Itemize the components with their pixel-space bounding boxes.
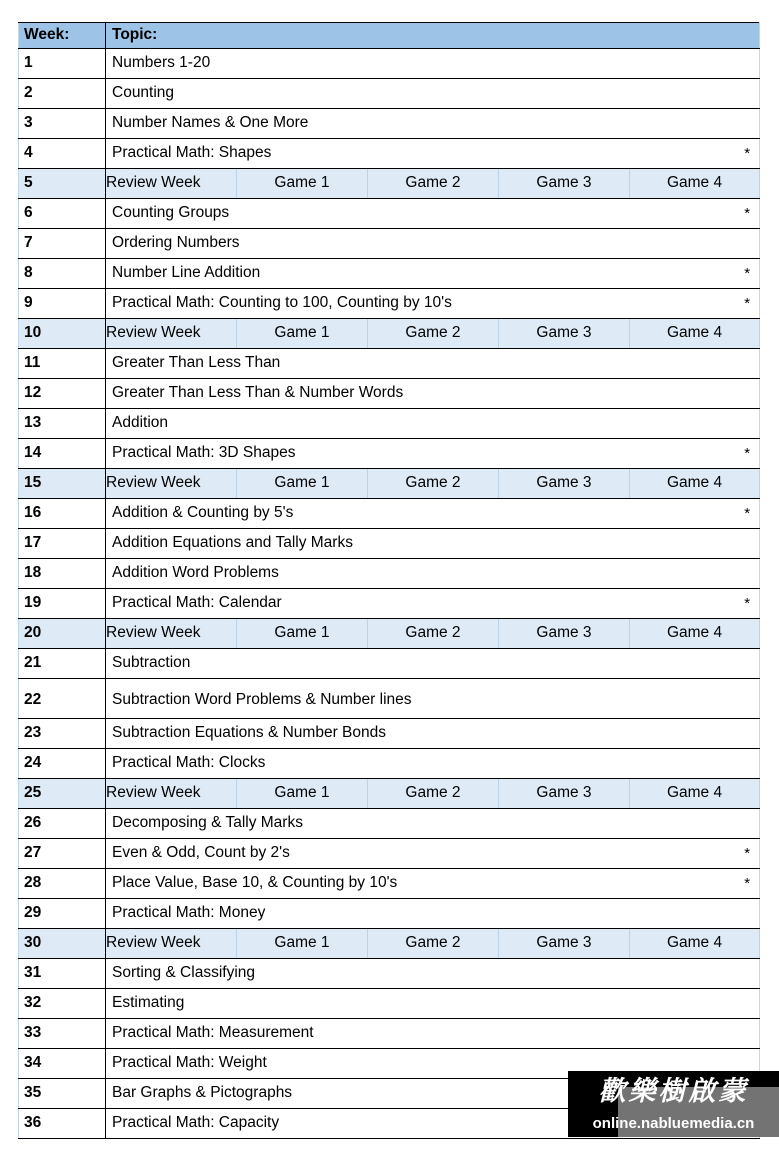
cell-game-1: Game 1 [237,169,368,199]
topic-wrapper [112,815,752,831]
cell-topic [106,409,760,439]
topic-wrapper [112,295,752,311]
topic-text: Practical Math: Weight [112,1054,267,1072]
table-row [19,809,760,839]
topic-text: Number Line Addition [112,264,261,282]
topic-text: Practical Math: Capacity [112,1114,280,1132]
topic-wrapper [112,845,752,861]
table-row [19,749,760,779]
cell-week-number: 25 [19,779,106,809]
topic-wrapper [112,655,752,671]
topic-wrapper [112,995,752,1011]
topic-wrapper [112,905,752,921]
asterisk-marker: * [744,844,751,862]
asterisk-marker: * [744,264,751,282]
topic-wrapper [112,1055,752,1071]
topic-wrapper [112,1025,752,1041]
cell-week-number: 22 [19,679,106,719]
topic-text: Decomposing & Tally Marks [112,814,303,832]
table-row [19,229,760,259]
table-row [19,529,760,559]
cell-week-number: 3 [19,109,106,139]
cell-review-week-label: Review Week [106,169,237,199]
cell-topic [106,289,760,319]
cell-game-1: Game 1 [237,779,368,809]
watermark-url-text: online.nabluemedia.cn [592,1115,755,1132]
cell-game-4: Game 4 [630,469,760,499]
topic-wrapper [112,692,752,708]
weekly-curriculum-table [18,22,760,1139]
table-header-row [19,23,760,49]
cell-week-number: 30 [19,929,106,959]
cell-week-number: 12 [19,379,106,409]
table-row [19,1019,760,1049]
topic-text: Addition Word Problems [112,564,279,582]
cell-game-1: Game 1 [237,929,368,959]
cell-week-number: 1 [19,49,106,79]
topic-wrapper [112,115,752,131]
table-row [19,49,760,79]
cell-topic [106,229,760,259]
cell-week-number: 6 [19,199,106,229]
cell-topic [106,259,760,289]
topic-wrapper [112,85,752,101]
topic-wrapper [112,385,752,401]
cell-review-week-label: Review Week [106,929,237,959]
topic-text: Practical Math: Shapes [112,144,272,162]
cell-game-3: Game 3 [499,619,630,649]
cell-topic [106,349,760,379]
cell-game-4: Game 4 [630,169,760,199]
topic-text: Practical Math: 3D Shapes [112,444,296,462]
asterisk-marker: * [744,294,751,312]
table-row [19,199,760,229]
cell-game-1: Game 1 [237,319,368,349]
topic-wrapper [112,565,752,581]
table-row [19,409,760,439]
cell-week-number: 35 [19,1079,106,1109]
cell-week-number: 2 [19,79,106,109]
table-row [19,109,760,139]
cell-week-number: 26 [19,809,106,839]
asterisk-marker: * [744,204,751,222]
topic-wrapper [112,235,752,251]
cell-week-number: 14 [19,439,106,469]
table-row [19,899,760,929]
cell-week-number: 24 [19,749,106,779]
table-row [19,469,760,499]
cell-game-2: Game 2 [368,169,499,199]
topic-text: Place Value, Base 10, & Counting by 10's [112,874,398,892]
table-row [19,779,760,809]
topic-text: Even & Odd, Count by 2's [112,844,290,862]
topic-text: Practical Math: Calendar [112,594,282,612]
topic-text: Ordering Numbers [112,234,240,252]
cell-game-3: Game 3 [499,319,630,349]
topic-wrapper [112,145,752,161]
cell-game-4: Game 4 [630,319,760,349]
table-row [19,289,760,319]
table-row [19,839,760,869]
cell-review-week-label: Review Week [106,619,237,649]
topic-text: Greater Than Less Than [112,354,281,372]
asterisk-marker: * [744,594,751,612]
table-row [19,679,760,719]
table-row [19,379,760,409]
table-row [19,169,760,199]
cell-topic [106,49,760,79]
topic-wrapper [112,265,752,281]
cell-topic [106,899,760,929]
cell-game-3: Game 3 [499,779,630,809]
cell-topic [106,559,760,589]
topic-text: Counting [112,84,175,102]
cell-week-number: 18 [19,559,106,589]
topic-text: Bar Graphs & Pictographs [112,1084,293,1102]
cell-topic [106,809,760,839]
cell-week-number: 29 [19,899,106,929]
cell-game-3: Game 3 [499,169,630,199]
table-row [19,719,760,749]
cell-topic [106,589,760,619]
topic-wrapper [112,415,752,431]
topic-wrapper [112,875,752,891]
cell-week-number: 9 [19,289,106,319]
cell-week-number: 32 [19,989,106,1019]
cell-topic [106,749,760,779]
topic-wrapper [112,755,752,771]
cell-review-week-label: Review Week [106,469,237,499]
table-row [19,869,760,899]
asterisk-marker: * [744,874,751,892]
cell-week-number: 5 [19,169,106,199]
asterisk-marker: * [744,504,751,522]
asterisk-marker: * [744,144,751,162]
table-row [19,259,760,289]
cell-topic [106,1019,760,1049]
cell-week-number: 10 [19,319,106,349]
table-row [19,499,760,529]
topic-wrapper [112,445,752,461]
watermark-cjk-text: 歡樂樹啟蒙 [598,1076,749,1107]
table-row [19,439,760,469]
cell-game-2: Game 2 [368,779,499,809]
cell-game-1: Game 1 [237,469,368,499]
topic-text: Estimating [112,994,185,1012]
topic-text: Subtraction Word Problems & Number lines [112,690,412,708]
cell-game-2: Game 2 [368,619,499,649]
topic-text: Addition Equations and Tally Marks [112,534,353,552]
cell-topic [106,439,760,469]
cell-week-number: 23 [19,719,106,749]
table-row [19,929,760,959]
cell-topic [106,839,760,869]
table-row [19,989,760,1019]
table-row [19,319,760,349]
cell-topic [106,989,760,1019]
table-row [19,559,760,589]
topic-wrapper [112,505,752,521]
cell-topic [106,719,760,749]
cell-topic [106,109,760,139]
topic-wrapper [112,205,752,221]
cell-topic [106,79,760,109]
topic-wrapper [112,965,752,981]
topic-text: Counting Groups [112,204,230,222]
cell-week-number: 21 [19,649,106,679]
table-row [19,959,760,989]
cell-week-number: 16 [19,499,106,529]
cell-game-3: Game 3 [499,469,630,499]
cell-week-number: 34 [19,1049,106,1079]
table-row [19,79,760,109]
header-cell-topic: Topic: [106,23,760,49]
table-row [19,619,760,649]
cell-game-4: Game 4 [630,619,760,649]
cell-topic [106,679,760,719]
topic-text: Subtraction [112,654,191,672]
cell-game-2: Game 2 [368,469,499,499]
watermark [568,1071,779,1137]
topic-text: Number Names & One More [112,114,309,132]
cell-review-week-label: Review Week [106,319,237,349]
topic-wrapper [112,355,752,371]
cell-game-2: Game 2 [368,319,499,349]
cell-topic [106,379,760,409]
table-row [19,649,760,679]
cell-topic [106,199,760,229]
topic-text: Practical Math: Measurement [112,1024,314,1042]
header-cell-week: Week: [19,23,106,49]
cell-game-4: Game 4 [630,929,760,959]
cell-topic [106,529,760,559]
topic-text: Sorting & Classifying [112,964,256,982]
cell-week-number: 4 [19,139,106,169]
cell-week-number: 15 [19,469,106,499]
cell-week-number: 31 [19,959,106,989]
cell-week-number: 8 [19,259,106,289]
table-row [19,349,760,379]
topic-text: Numbers 1-20 [112,54,211,72]
topic-text: Practical Math: Money [112,904,266,922]
topic-text: Addition & Counting by 5's [112,504,294,522]
topic-wrapper [112,535,752,551]
topic-wrapper [112,55,752,71]
table-row [19,139,760,169]
cell-topic [106,139,760,169]
cell-game-3: Game 3 [499,929,630,959]
cell-week-number: 17 [19,529,106,559]
topic-text: Addition [112,414,169,432]
cell-game-2: Game 2 [368,929,499,959]
cell-topic [106,959,760,989]
topic-wrapper [112,595,752,611]
topic-text: Subtraction Equations & Number Bonds [112,724,386,742]
cell-week-number: 33 [19,1019,106,1049]
cell-topic [106,499,760,529]
asterisk-marker: * [744,444,751,462]
topic-text: Practical Math: Clocks [112,754,266,772]
topic-text: Greater Than Less Than & Number Words [112,384,404,402]
cell-week-number: 36 [19,1109,106,1139]
cell-topic [106,869,760,899]
cell-week-number: 11 [19,349,106,379]
cell-game-4: Game 4 [630,779,760,809]
table-row [19,589,760,619]
cell-week-number: 20 [19,619,106,649]
topic-wrapper [112,725,752,741]
cell-week-number: 27 [19,839,106,869]
cell-week-number: 19 [19,589,106,619]
cell-topic [106,649,760,679]
topic-text: Practical Math: Counting to 100, Counting by 10's [112,294,452,312]
table-body [19,23,760,1139]
cell-review-week-label: Review Week [106,779,237,809]
cell-week-number: 28 [19,869,106,899]
cell-week-number: 7 [19,229,106,259]
cell-week-number: 13 [19,409,106,439]
cell-game-1: Game 1 [237,619,368,649]
